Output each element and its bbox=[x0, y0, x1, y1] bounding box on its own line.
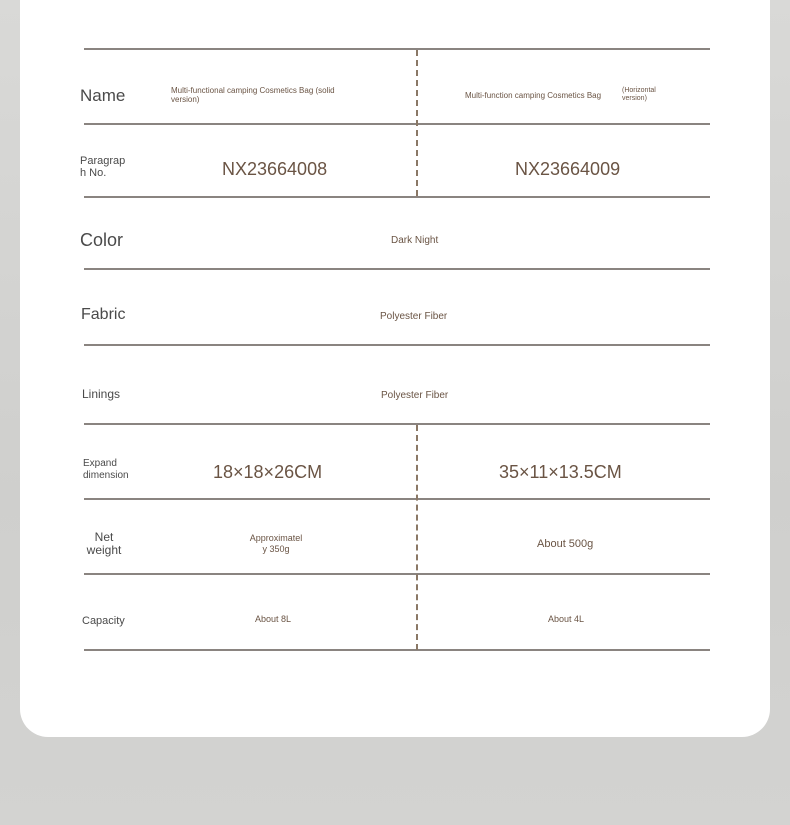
paragraph-right-value: NX23664009 bbox=[515, 159, 621, 179]
name-right-note bbox=[622, 87, 656, 103]
expand-label-line1: Expand bbox=[83, 458, 117, 469]
linings-value: Polyester Fiber bbox=[381, 390, 449, 401]
name-left-line1: Multi-functional camping Cosmetics Bag (solid bbox=[171, 86, 335, 95]
net-weight-label-line2: weight bbox=[86, 543, 122, 557]
row-divider bbox=[84, 268, 710, 270]
row-divider bbox=[84, 48, 710, 50]
row-divider bbox=[84, 573, 710, 575]
row-divider bbox=[84, 498, 710, 500]
name-left-value bbox=[171, 86, 335, 104]
name-right-value: Multi-function camping Cosmetics Bag bbox=[465, 91, 602, 100]
expand-left-value: 18×18×26CM bbox=[213, 462, 323, 482]
row-divider bbox=[84, 649, 710, 651]
name-right-note-line2: version) bbox=[622, 95, 647, 102]
name-left-line2: version) bbox=[171, 95, 200, 104]
paragraph-label-line2: h No. bbox=[80, 167, 107, 179]
color-value: Dark Night bbox=[391, 235, 439, 246]
row-divider bbox=[84, 196, 710, 198]
name-label: Name bbox=[80, 86, 126, 105]
paragraph-label-line1: Paragrap bbox=[80, 155, 126, 167]
capacity-right-value: About 4L bbox=[548, 614, 585, 624]
name-right-note-line1: (Horizontal bbox=[622, 87, 656, 94]
capacity-label: Capacity bbox=[82, 615, 125, 627]
net-weight-label bbox=[85, 531, 123, 557]
net-weight-left-line1: Approximatel bbox=[249, 533, 303, 543]
column-divider bbox=[416, 50, 418, 196]
paragraph-label bbox=[80, 155, 125, 179]
expand-label-line2: dimension bbox=[83, 470, 129, 481]
spec-card bbox=[20, 0, 770, 737]
capacity-left-value: About 8L bbox=[255, 614, 292, 624]
net-weight-left-line2: y 350g bbox=[262, 544, 290, 554]
column-divider bbox=[416, 425, 418, 650]
expand-label bbox=[83, 458, 129, 482]
row-divider bbox=[84, 423, 710, 425]
net-weight-right-value: About 500g bbox=[537, 538, 594, 550]
expand-right-value: 35×11×13.5CM bbox=[499, 462, 622, 482]
fabric-label: Fabric bbox=[81, 306, 126, 323]
row-divider bbox=[84, 344, 710, 346]
row-divider bbox=[84, 123, 710, 125]
linings-label: Linings bbox=[82, 387, 121, 401]
fabric-value: Polyester Fiber bbox=[380, 311, 448, 322]
net-weight-label-line1: Net bbox=[94, 530, 114, 544]
net-weight-left-value bbox=[245, 533, 307, 555]
paragraph-left-value: NX23664008 bbox=[222, 159, 328, 179]
color-label: Color bbox=[80, 230, 124, 250]
